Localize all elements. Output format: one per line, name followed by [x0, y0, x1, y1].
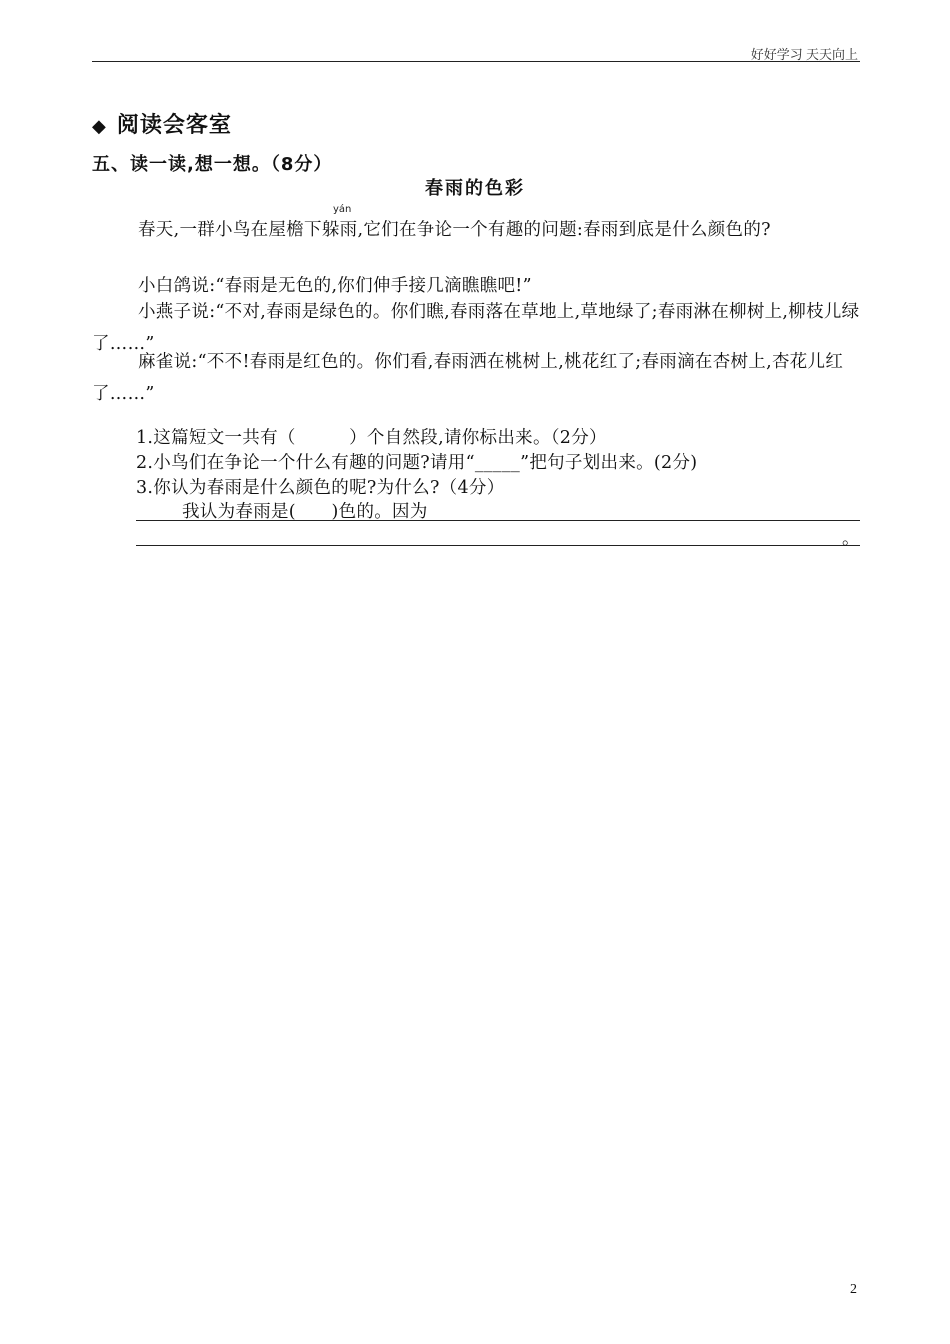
- question-item-2: 2.小鸟们在争论一个什么有趣的问题?请用“_____”把句子划出来。(2分): [136, 453, 698, 473]
- pinyin-annotation: yán: [333, 204, 352, 215]
- diamond-bullet-icon: ◆: [92, 116, 107, 137]
- passage-paragraph-3: 小燕子说:“不对,春雨是绿色的。你们瞧,春雨落在草地上,草地绿了;春雨淋在柳树上,柳枝儿绿了……”: [92, 302, 860, 354]
- answer-lead-text: 我认为春雨是( )色的。因为: [182, 502, 428, 522]
- section-title-text: 阅读会客室: [116, 113, 232, 138]
- passage-title: 春雨的色彩: [425, 178, 525, 199]
- question-heading: 五、读一读,想一想。（8分）: [92, 154, 333, 175]
- passage-paragraph-2: 小白鸽说:“春雨是无色的,你们伸手接几滴瞧瞧吧!”: [138, 276, 532, 296]
- page-number: 2: [850, 1282, 857, 1297]
- passage-paragraph-1: 春天,一群小鸟在屋檐下躲雨,它们在争论一个有趣的问题:春雨到底是什么颜色的?: [138, 220, 771, 240]
- answer-line-1[interactable]: [136, 520, 860, 521]
- section-title: [92, 108, 232, 139]
- answer-line-2[interactable]: [136, 545, 860, 546]
- answer-end-mark: 。: [842, 529, 860, 549]
- question-item-3: 3.你认为春雨是什么颜色的呢?为什么?（4分）: [136, 478, 505, 498]
- passage-paragraph-4: 麻雀说:“不不!春雨是红色的。你们看,春雨洒在桃树上,桃花红了;春雨滴在杏树上,杏花儿红了……”: [92, 352, 844, 404]
- header-divider: [92, 61, 860, 62]
- question-item-1: 1.这篇短文一共有（ ）个自然段,请你标出来。（2分）: [136, 428, 607, 448]
- header-motto: 好好学习 天天向上: [750, 47, 858, 62]
